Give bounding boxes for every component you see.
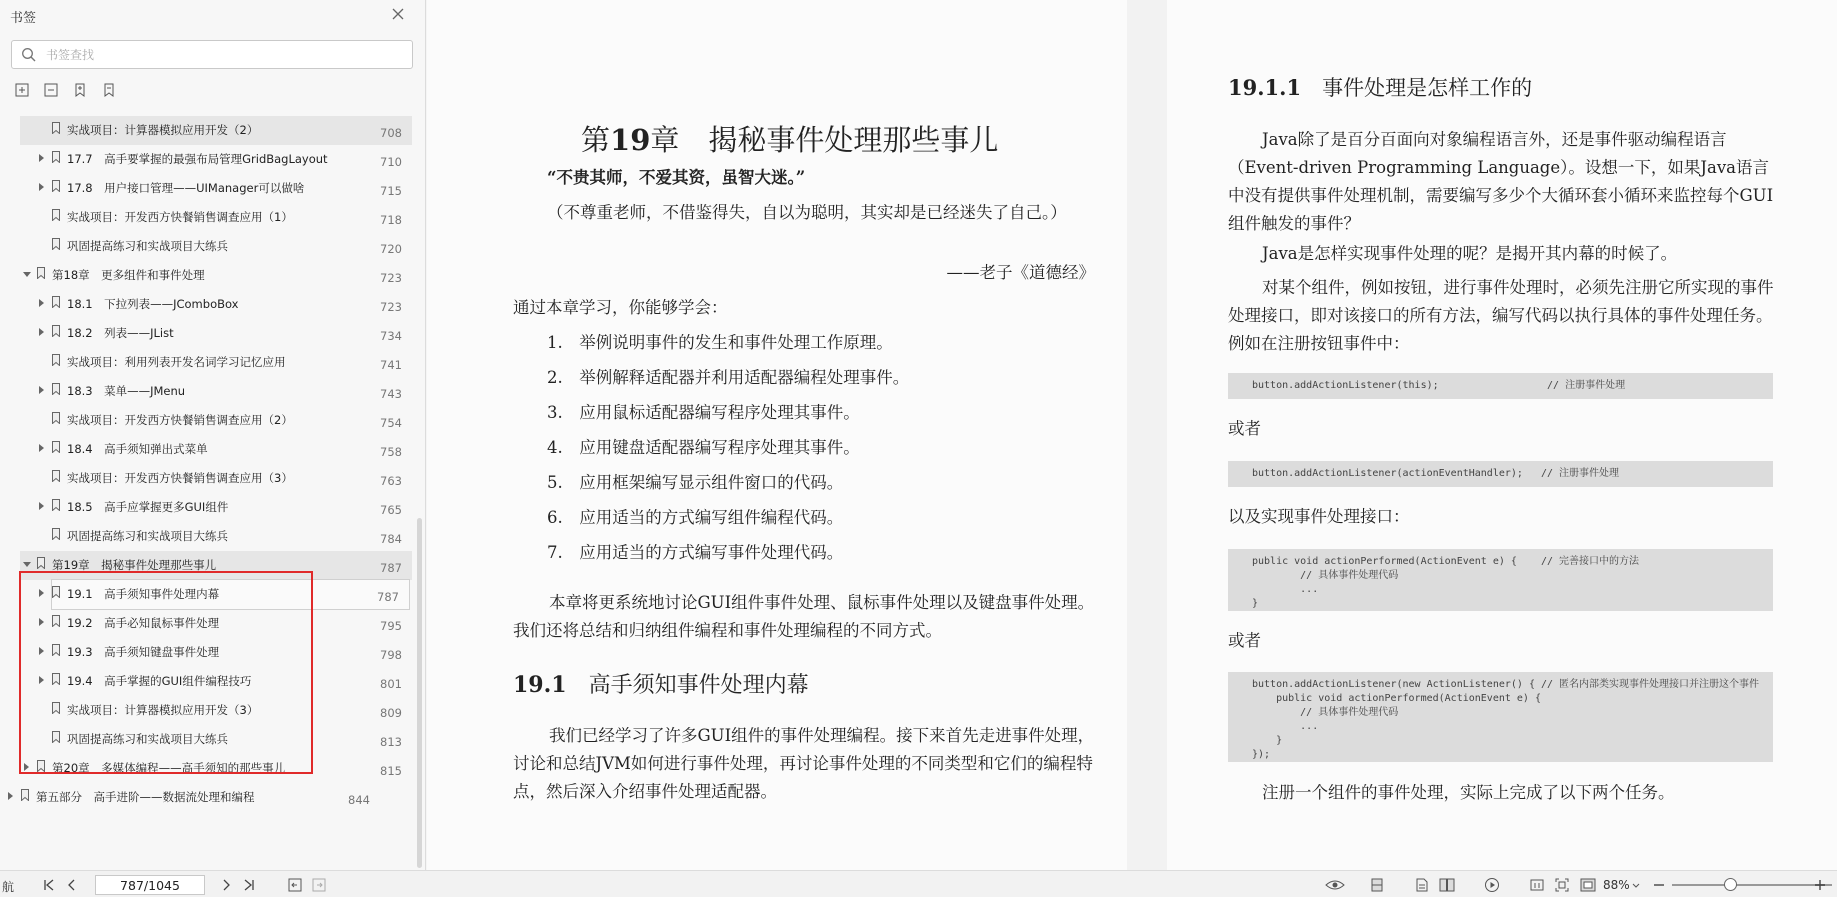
bookmark-page-number: 754 bbox=[380, 416, 402, 430]
nav-label: 航 bbox=[2, 880, 15, 894]
bookmark-icon bbox=[37, 760, 45, 772]
code-block-4: button.addActionListener(new ActionListener() { // 匿名内部类实现事件处理接口并注册这个事件 public void actionPerformed(ActionEvent e) { // 具体事件处理代码 ... } }); bbox=[1228, 672, 1773, 762]
collapsed-arrow-icon[interactable] bbox=[39, 444, 44, 452]
double-page-icon[interactable] bbox=[1439, 877, 1455, 893]
bookmark-item[interactable] bbox=[20, 522, 412, 551]
bookmark-page-number: 809 bbox=[380, 706, 402, 720]
chapter-summary: 本章将更系统地讨论GUI组件事件处理、鼠标事件处理以及键盘事件处理。我们还将总结和归纳组件编程和事件处理编程的不同方式。 bbox=[513, 593, 1095, 640]
bookmark-label: 实战项目：开发西方快餐销售调查应用（2） bbox=[67, 413, 293, 427]
bookmark-page-number: 801 bbox=[380, 677, 402, 691]
bookmark-label: 18.1 下拉列表——JComboBox bbox=[67, 297, 239, 311]
expand-all-icon[interactable] bbox=[14, 82, 30, 98]
last-page-icon[interactable] bbox=[241, 877, 257, 893]
remove-bookmark-icon[interactable] bbox=[101, 82, 117, 98]
bookmark-label: 18.2 列表——JList bbox=[67, 326, 174, 340]
collapsed-arrow-icon[interactable] bbox=[24, 763, 29, 771]
collapsed-arrow-icon[interactable] bbox=[39, 154, 44, 162]
bookmark-item[interactable] bbox=[20, 232, 412, 261]
bookmark-item[interactable] bbox=[20, 667, 412, 696]
bookmark-label: 第19章 揭秘事件处理那些事儿 bbox=[52, 558, 217, 572]
bookmark-label: 实战项目：计算器模拟应用开发（2） bbox=[67, 123, 259, 137]
continuous-scroll-icon[interactable] bbox=[1369, 877, 1385, 893]
subsection-heading: 19.1.1 事件处理是怎样工作的 bbox=[1228, 75, 1533, 100]
bookmark-label: 19.1 高手须知事件处理内幕 bbox=[67, 587, 220, 601]
bookmark-label: 巩固提高练习和实战项目大练兵 bbox=[67, 732, 228, 746]
bookmark-page-number: 844 bbox=[348, 793, 370, 807]
bookmark-icon bbox=[52, 731, 60, 743]
bookmark-page-number: 720 bbox=[380, 242, 402, 256]
paragraph-1: Java除了是百分百面向对象编程语言外，还是事件驱动编程语言（Event-driven Programming Language）。设想一下，如果Java语言中没有提供事件处理机制，需要编写多少个大循环套小循环来监控每个GUI组件触发的事件？ bbox=[1228, 130, 1774, 233]
bookmark-page-number: 813 bbox=[380, 735, 402, 749]
paragraph-3: 对某个组件，例如按钮，进行事件处理时，必须先注册它所实现的事件处理接口，即对该接口的所有方法，编写代码以执行具体的事件处理任务。例如在注册按钮事件中： bbox=[1228, 278, 1774, 353]
page-number-input[interactable] bbox=[95, 875, 205, 895]
bookmark-item[interactable] bbox=[20, 203, 412, 232]
single-page-icon[interactable] bbox=[1414, 877, 1430, 893]
bookmark-label: 17.7 高手要掌握的最强布局管理GridBagLayout bbox=[67, 152, 328, 166]
bookmark-label: 18.4 高手须知弹出式菜单 bbox=[67, 442, 208, 456]
bookmark-page-number: 795 bbox=[380, 619, 402, 633]
fit-width-icon[interactable] bbox=[1580, 877, 1596, 893]
collapsed-arrow-icon[interactable] bbox=[39, 589, 44, 597]
bookmark-page-number: 708 bbox=[380, 126, 402, 140]
bookmark-label: 巩固提高练习和实战项目大练兵 bbox=[67, 239, 228, 253]
bookmark-item[interactable] bbox=[20, 290, 412, 319]
bookmark-icon bbox=[52, 122, 60, 134]
bookmark-label: 巩固提高练习和实战项目大练兵 bbox=[67, 529, 228, 543]
bookmark-icon bbox=[52, 441, 60, 453]
bookmark-page-number: 718 bbox=[380, 213, 402, 227]
bookmark-label: 实战项目：利用列表开发名词学习记忆应用 bbox=[67, 355, 286, 369]
bookmark-icon bbox=[52, 209, 60, 221]
bookmark-label: 实战项目：计算器模拟应用开发（3） bbox=[67, 703, 259, 717]
bookmark-page-number: 743 bbox=[380, 387, 402, 401]
or-text-2: 或者 bbox=[1228, 631, 1261, 650]
bookmark-item[interactable] bbox=[20, 754, 412, 783]
bookmark-item[interactable] bbox=[20, 493, 412, 522]
bookmark-sidebar bbox=[0, 0, 426, 870]
bookmark-icon bbox=[52, 151, 60, 163]
collapsed-arrow-icon[interactable] bbox=[39, 183, 44, 191]
bookmark-item[interactable] bbox=[20, 725, 412, 754]
document-page-left bbox=[427, 0, 1127, 870]
bookmark-label: 第五部分 高手进阶——数据流处理和编程 bbox=[36, 790, 255, 804]
bookmark-page-number: 723 bbox=[380, 271, 402, 285]
or-text-1: 或者 bbox=[1228, 419, 1261, 438]
bookmark-label: 17.8 用户接口管理——UIManager可以做啥 bbox=[67, 181, 305, 195]
bookmark-icon bbox=[52, 383, 60, 395]
status-bar bbox=[0, 870, 1837, 897]
bookmark-label: 19.3 高手须知键盘事件处理 bbox=[67, 645, 220, 659]
collapsed-arrow-icon[interactable] bbox=[39, 328, 44, 336]
bookmark-icon bbox=[52, 499, 60, 511]
zoom-slider-handle[interactable] bbox=[1724, 878, 1737, 891]
bookmark-icon bbox=[52, 354, 60, 366]
chapter-title: 第19章 揭秘事件处理那些事儿 bbox=[581, 123, 999, 157]
bookmark-search-input[interactable] bbox=[46, 45, 406, 65]
bookmark-icon bbox=[37, 267, 45, 279]
zoom-in-icon[interactable] bbox=[1812, 877, 1828, 893]
collapsed-arrow-icon[interactable] bbox=[39, 502, 44, 510]
bookmark-label: 18.5 高手应掌握更多GUI组件 bbox=[67, 500, 229, 514]
bookmark-item[interactable] bbox=[20, 261, 412, 290]
collapsed-arrow-icon[interactable] bbox=[39, 647, 44, 655]
collapsed-arrow-icon[interactable] bbox=[39, 618, 44, 626]
bookmark-item[interactable] bbox=[20, 435, 412, 464]
collapsed-arrow-icon[interactable] bbox=[8, 792, 13, 800]
bookmark-page-number: 723 bbox=[380, 300, 402, 314]
paragraph-4: 注册一个组件的事件处理，实际上完成了以下两个任务。 bbox=[1262, 783, 1675, 802]
collapse-all-icon[interactable] bbox=[43, 82, 59, 98]
bookmark-item[interactable] bbox=[20, 145, 412, 174]
learning-objective-item: 5. 应用框架编写显示组件窗口的代码。 bbox=[547, 473, 844, 492]
eye-protect-icon[interactable] bbox=[1324, 877, 1346, 893]
bookmark-page-number: 798 bbox=[380, 648, 402, 662]
bookmark-icon bbox=[52, 470, 60, 482]
bookmark-page-number: 758 bbox=[380, 445, 402, 459]
bookmark-page-number: 765 bbox=[380, 503, 402, 517]
add-bookmark-icon[interactable] bbox=[72, 82, 88, 98]
code-block-3: public void actionPerformed(ActionEvent e) { // 完善接口中的方法 // 具体事件处理代码 ... } bbox=[1228, 549, 1773, 611]
bookmark-item[interactable] bbox=[20, 551, 412, 580]
bookmark-page-number: 763 bbox=[380, 474, 402, 488]
bookmark-item[interactable] bbox=[20, 116, 412, 145]
zoom-out-icon[interactable] bbox=[1651, 877, 1667, 893]
next-page-icon[interactable] bbox=[218, 877, 234, 893]
bookmark-label: 实战项目：开发西方快餐销售调查应用（1） bbox=[67, 210, 293, 224]
bookmark-icon bbox=[52, 412, 60, 424]
bookmark-item[interactable] bbox=[20, 696, 412, 725]
expanded-arrow-icon[interactable] bbox=[23, 272, 31, 277]
learning-objective-item: 4. 应用键盘适配器编写程序处理其事件。 bbox=[547, 438, 860, 457]
learning-objective-item: 6. 应用适当的方式编写组件编程代码。 bbox=[547, 508, 844, 527]
section-paragraph: 我们已经学习了许多GUI组件的事件处理编程。接下来首先走进事件处理，讨论和总结JVM如何进行事件处理，再讨论事件处理的不同类型和它们的编程特点，然后深入介绍事件处理适配器。 bbox=[513, 726, 1095, 801]
sidebar-title: 书签 bbox=[10, 11, 37, 26]
bookmark-item[interactable] bbox=[20, 609, 412, 638]
learning-objective-item: 1. 举例说明事件的发生和事件处理工作原理。 bbox=[547, 333, 893, 352]
bookmark-item[interactable] bbox=[52, 580, 409, 609]
bookmark-icon bbox=[52, 702, 60, 714]
bookmark-page-number: 715 bbox=[380, 184, 402, 198]
bookmark-icon bbox=[52, 586, 60, 598]
section-heading: 19.1 高手须知事件处理内幕 bbox=[513, 672, 809, 698]
paragraph-2: Java是怎样实现事件处理的呢？是揭开其内幕的时候了。 bbox=[1262, 244, 1678, 263]
collapsed-arrow-icon[interactable] bbox=[39, 386, 44, 394]
bookmark-label: 19.4 高手掌握的GUI组件编程技巧 bbox=[67, 674, 252, 688]
bookmark-icon bbox=[52, 644, 60, 656]
bookmark-search-box[interactable] bbox=[11, 40, 413, 69]
bookmark-item[interactable] bbox=[20, 348, 412, 377]
bookmark-item[interactable] bbox=[20, 377, 412, 406]
learning-objective-item: 2. 举例解释适配器并利用适配器编程处理事件。 bbox=[547, 368, 910, 387]
bookmark-page-number: 787 bbox=[380, 561, 402, 575]
epigraph-explanation: （不尊重老师，不借鉴得失，自以为聪明，其实却是已经迷失了自己。） bbox=[547, 203, 1067, 222]
also-text: 以及实现事件处理接口： bbox=[1228, 507, 1410, 526]
zoom-slider-track[interactable] bbox=[1672, 884, 1832, 886]
bookmark-page-number: 815 bbox=[380, 764, 402, 778]
code-block-1: button.addActionListener(this); // 注册事件处理 bbox=[1228, 373, 1773, 399]
actual-size-icon[interactable] bbox=[1529, 877, 1545, 893]
play-icon[interactable] bbox=[1484, 877, 1500, 893]
back-icon[interactable] bbox=[287, 877, 303, 893]
bookmark-icon bbox=[52, 180, 60, 192]
chevron-down-icon[interactable] bbox=[1631, 877, 1641, 893]
bookmark-item[interactable] bbox=[20, 464, 412, 493]
bookmark-label: 第18章 更多组件和事件处理 bbox=[52, 268, 205, 282]
forward-icon[interactable] bbox=[311, 877, 327, 893]
bookmark-item[interactable] bbox=[20, 638, 412, 667]
learning-objective-item: 7. 应用适当的方式编写事件处理代码。 bbox=[547, 543, 844, 562]
learning-intro: 通过本章学习，你能够学会： bbox=[513, 298, 728, 317]
bookmark-label: 实战项目：开发西方快餐销售调查应用（3） bbox=[67, 471, 293, 485]
bookmark-icon bbox=[37, 557, 45, 569]
bookmark-page-number: 787 bbox=[377, 590, 399, 604]
epigraph-source: ——老子《道德经》 bbox=[946, 263, 1095, 282]
bookmark-label: 19.2 高手必知鼠标事件处理 bbox=[67, 616, 220, 630]
bookmark-toolbar bbox=[14, 82, 117, 98]
expanded-arrow-icon[interactable] bbox=[23, 562, 31, 567]
bookmark-icon bbox=[52, 296, 60, 308]
bookmark-tree bbox=[0, 116, 412, 870]
bookmark-icon bbox=[52, 238, 60, 250]
bookmark-item[interactable] bbox=[4, 783, 396, 812]
bookmark-page-number: 710 bbox=[380, 155, 402, 169]
bookmark-page-number: 741 bbox=[380, 358, 402, 372]
bookmark-label: 18.3 菜单——JMenu bbox=[67, 384, 186, 398]
prev-page-icon[interactable] bbox=[64, 877, 80, 893]
code-block-2: button.addActionListener(actionEventHandler); // 注册事件处理 bbox=[1228, 461, 1773, 487]
zoom-level[interactable]: 88% bbox=[1603, 878, 1630, 892]
bookmark-icon bbox=[52, 615, 60, 627]
bookmark-page-number: 734 bbox=[380, 329, 402, 343]
bookmark-icon bbox=[52, 325, 60, 337]
fit-page-icon[interactable] bbox=[1554, 877, 1570, 893]
learning-objective-item: 3. 应用鼠标适配器编写程序处理其事件。 bbox=[547, 403, 860, 422]
bookmark-page-number: 784 bbox=[380, 532, 402, 546]
close-icon[interactable] bbox=[389, 5, 407, 23]
first-page-icon[interactable] bbox=[41, 877, 57, 893]
bookmark-icon bbox=[21, 789, 29, 801]
collapsed-arrow-icon[interactable] bbox=[39, 676, 44, 684]
bookmark-label: 第20章 多媒体编程——高手须知的那些事儿 bbox=[52, 761, 286, 775]
bookmark-icon bbox=[52, 673, 60, 685]
bookmark-item[interactable] bbox=[20, 319, 412, 348]
search-icon bbox=[21, 47, 37, 63]
epigraph-quote: “不贵其师，不爱其资，虽智大迷。” bbox=[547, 168, 806, 187]
collapsed-arrow-icon[interactable] bbox=[39, 299, 44, 307]
bookmark-item[interactable] bbox=[20, 174, 412, 203]
bookmark-item[interactable] bbox=[20, 406, 412, 435]
sidebar-scrollbar[interactable] bbox=[417, 518, 422, 868]
bookmark-icon bbox=[52, 528, 60, 540]
